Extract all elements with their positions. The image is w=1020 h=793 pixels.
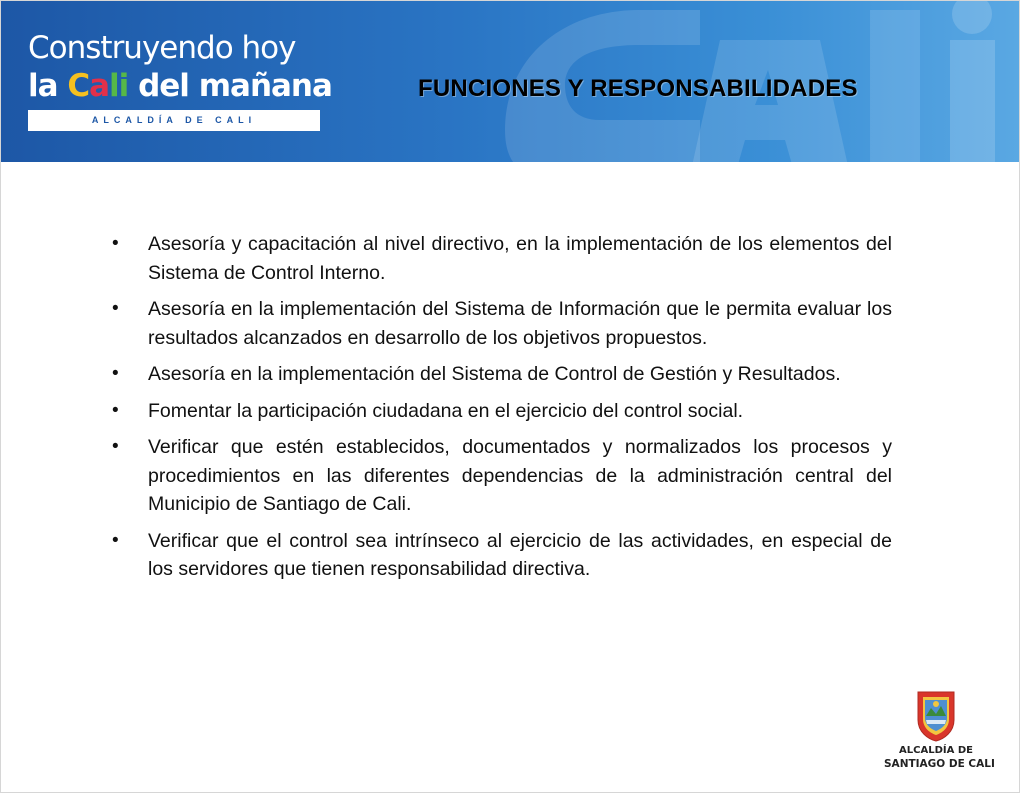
construyendo-logo (28, 30, 332, 134)
bullet-icon: • (112, 363, 119, 384)
page-title: FUNCIONES Y RESPONSABILIDADES (418, 75, 858, 102)
list-item (112, 433, 892, 519)
alcaldia-seal-logo (884, 690, 995, 780)
list-item (112, 230, 892, 287)
bullet-icon: • (112, 529, 119, 551)
seal-text-line2: SANTIAGO DE CALI (884, 758, 995, 770)
bullet-icon: • (112, 233, 119, 254)
list-item-text: Asesoría en la implementación del Sistema de Control de Gestión y Resultados. (148, 363, 841, 385)
list-item-text: Asesoría en la implementación del Sistema de Información que le permita evaluar los resultados alcanzados en desarrollo de los objetivos propuestos. (148, 298, 892, 349)
logo-slogan-line2: la Cali del mañana (28, 68, 332, 104)
logo-subtitle: ALCALDÍA DE CALI (28, 110, 320, 131)
list-item (112, 527, 892, 584)
bullet-icon: • (112, 298, 119, 319)
seal-text-line1: ALCALDÍA DE (899, 745, 973, 756)
list-item-text: Fomentar la participación ciudadana en el ejercicio del control social. (148, 399, 744, 422)
list-item-text: Asesoría y capacitación al nivel directivo, en la implementación de los elementos del Sistema de Control Interno. (148, 233, 892, 284)
logo-slogan-line1: Construyendo hoy (28, 30, 296, 66)
list-item (112, 397, 892, 426)
list-item-text: Verificar que estén establecidos, documentados y normalizados los procesos y procedimientos en las diferentes dependencias de la administración central del Municipio de Santiago de Cali. (148, 436, 892, 515)
list-item (112, 295, 892, 352)
list-item-text: Verificar que el control sea intrínseco al ejercicio de las actividades, en especial de los servidores que tienen responsabilidad directiva. (148, 529, 892, 580)
bullet-icon: • (112, 436, 119, 457)
coat-of-arms-icon (916, 690, 956, 742)
responsibilities-list (112, 230, 892, 592)
bullet-icon: • (112, 399, 119, 421)
list-item (112, 360, 892, 389)
header-banner (0, 0, 1020, 162)
